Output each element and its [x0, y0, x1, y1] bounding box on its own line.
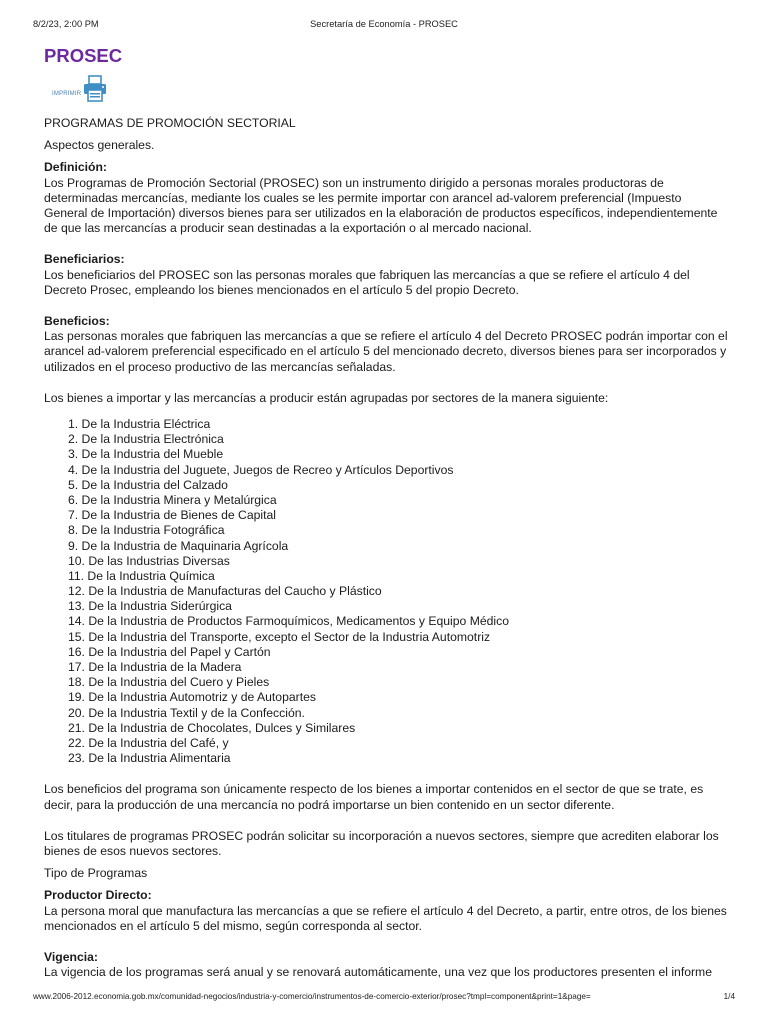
sector-list — [44, 417, 728, 766]
print-header — [0, 19, 768, 33]
list-item: 17. De la Industria de la Madera — [68, 660, 242, 675]
list-item: 12. De la Industria de Manufacturas del Caucho y Plástico — [68, 584, 382, 599]
direct-producer-text: La persona moral que manufactura las mercancías a que se refiere el artículo 4 del Decreto, a partir, entre otros, de los bienes mencionados en el artículo 5 del mismo, según corresponda al sector. — [44, 903, 727, 933]
list-item: 2. De la Industria Electrónica — [68, 432, 224, 447]
print-datetime: 8/2/23, 2:00 PM — [33, 19, 99, 29]
list-item: 6. De la Industria Minera y Metalúrgica — [68, 492, 277, 507]
page-title: PROSEC — [44, 45, 123, 66]
program-types-text: Tipo de Programas — [44, 866, 148, 881]
list-item: 21. De la Industria de Chocolates, Dulces y Similares — [68, 720, 356, 735]
list-item: 5. De la Industria del Calzado — [68, 477, 228, 492]
list-item: 23. De la Industria Alimentaria — [68, 751, 231, 766]
section-heading: PROGRAMAS DE PROMOCIÓN SECTORIAL — [44, 116, 296, 130]
list-item: 4. De la Industria del Juguete, Juegos de Recreo y Artículos Deportivos — [68, 462, 454, 477]
print-footer — [0, 992, 768, 1006]
printer-icon[interactable] — [82, 75, 110, 105]
list-item: 3. De la Industria del Mueble — [68, 447, 224, 462]
print-document-title: Secretaría de Economía - PROSEC — [310, 19, 458, 29]
print-button[interactable] — [44, 75, 728, 107]
list-item: 8. De la Industria Fotográfica — [68, 523, 225, 538]
list-item: 13. De la Industria Siderúrgica — [68, 599, 232, 614]
list-item: 15. De la Industria del Transporte, excepto el Sector de la Industria Automotriz — [68, 629, 491, 644]
list-item: 16. De la Industria del Papel y Cartón — [68, 644, 271, 659]
list-item: 7. De la Industria de Bienes de Capital — [68, 508, 276, 523]
beneficiaries-title: Beneficiarios: — [44, 252, 125, 267]
list-item: 14. De la Industria de Productos Farmoquímicos, Medicamentos y Equipo Médico — [68, 614, 509, 629]
benefits-scope-text: Los beneficios del programa son únicamente respecto de los bienes a importar contenidos en el sector de que se trate, es decir, para la producción de una mercancía no podrá importarse un bien contenido en un sector diferente. — [44, 782, 704, 812]
list-item: 10. De las Industrias Diversas — [68, 553, 230, 568]
benefits-text: Las personas morales que fabriquen las mercancías a que se refiere el artículo 4 del Decreto PROSEC podrán importar con el arancel ad-valorem preferencial especificado en el artículo 5 del mencionado decreto, diversos bienes para ser incorporados y utilizados en el proceso productivo de las mercancías señaladas. — [44, 329, 728, 374]
sectors-intro: Los bienes a importar y las mercancías a producir están agrupadas por sectores de la manera siguiente: — [44, 390, 609, 405]
page-count: 1/4 — [723, 992, 735, 1001]
holders-text: Los titulares de programas PROSEC podrán solicitar su incorporación a nuevos sectores, siempre que acrediten elaborar los bienes de esos nuevos sectores. — [44, 828, 719, 858]
list-item: 1. De la Industria Eléctrica — [68, 417, 211, 432]
list-item: 19. De la Industria Automotriz y de Autopartes — [68, 690, 316, 705]
beneficiaries-text: Los beneficiarios del PROSEC son las personas morales que fabriquen las mercancías a que se refiere el artículo 4 del Decreto Prosec, empleando los bienes mencionados en el artículo 5 del propio Decreto. — [44, 267, 690, 297]
list-item: 9. De la Industria de Maquinaria Agrícola — [68, 538, 289, 553]
page-url: www.2006-2012.economia.gob.mx/comunidad-negocios/industria-y-comercio/instrumentos-de-comercio-exterior/prosec?tmpl=component&print=1&page= — [33, 992, 591, 1001]
list-item: 22. De la Industria del Café, y — [68, 735, 229, 750]
definition-text: Los Programas de Promoción Sectorial (PROSEC) son un instrumento dirigido a personas morales productoras de determinadas mercancías, mediante los cuales se les permite importar con arancel ad-valorem preferencial (Impuesto General de Importación) diversos bienes para ser utilizados en la elaboración de productos específicos, independientemente de que las mercancías a producir sean destinadas a la exportación o al mercado nacional. — [44, 175, 718, 236]
list-item: 11. De la Industria Química — [68, 568, 215, 583]
general-aspects-text: Aspectos generales. — [44, 138, 155, 153]
list-item: 20. De la Industria Textil y de la Confección. — [68, 705, 305, 720]
validity-title: Vigencia: — [44, 949, 98, 964]
print-label[interactable]: IMPRIMIR — [52, 91, 82, 97]
validity-text: La vigencia de los programas será anual y se renovará automáticamente, una vez que los productores presenten el informe — [44, 965, 712, 980]
benefits-title: Beneficios: — [44, 314, 110, 329]
list-item: 18. De la Industria del Cuero y Pieles — [68, 675, 270, 690]
definition-title: Definición: — [44, 160, 107, 175]
article-content — [44, 45, 728, 980]
direct-producer-title: Productor Directo: — [44, 888, 152, 903]
